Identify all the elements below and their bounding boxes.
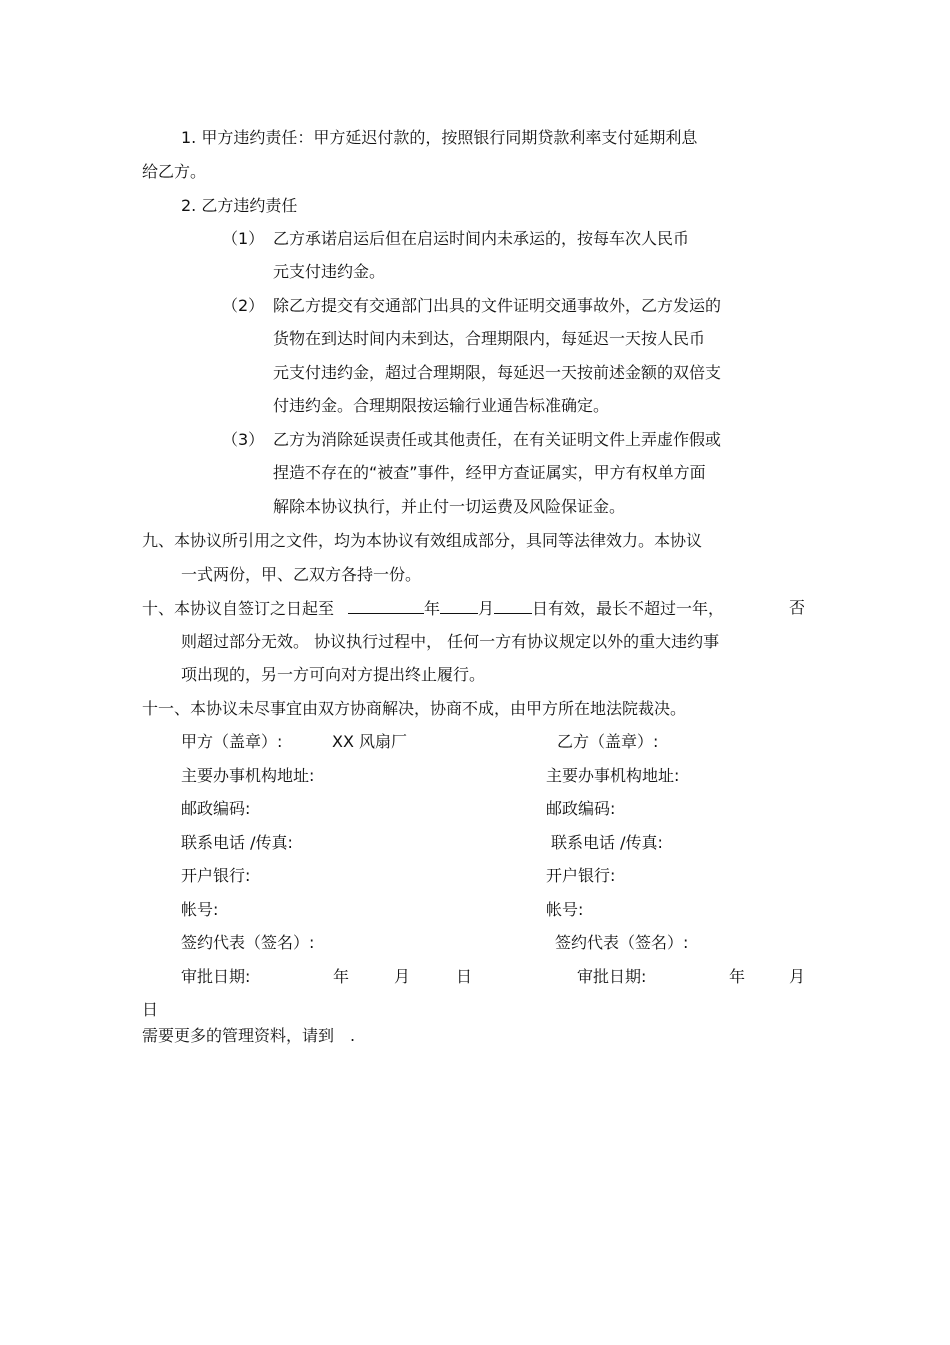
party-a-rep-label: 签约代表（签名）: [181, 933, 315, 952]
party-a-date-year: 年 [333, 967, 350, 986]
sub2-line4: 付违约金。合理期限按运输行业通告标准确定。 [273, 396, 610, 415]
end-date-day-blank [494, 598, 532, 614]
party-a-bank-label: 开户银行: [181, 866, 251, 885]
sub3-number: （3） [222, 430, 265, 449]
sub2-line2: 货物在到达时间内未到达，合理期限内，每延迟一天按人民币 [273, 329, 706, 348]
end-date-month-blank [440, 598, 478, 614]
clause10-line3: 项出现的，另一方可向对方提出终止履行。 [181, 665, 486, 684]
party-a-date-month: 月 [394, 967, 411, 986]
party-b-date-month: 月 [789, 967, 806, 986]
item1-line2: 给乙方。 [142, 162, 207, 181]
clause9-line1: 九、本协议所引用之文件，均为本协议有效组成部分，具同等法律效力。本协议 [142, 531, 703, 550]
end-date-year-blank [348, 598, 424, 614]
item1-line1: 1. 甲方违约责任：甲方延迟付款的，按照银行同期贷款利率支付延期利息 [181, 128, 698, 147]
party-b-address-label: 主要办事机构地址: [546, 766, 680, 785]
clause10-year: 年 [424, 599, 441, 618]
party-b-bank-label: 开户银行: [546, 866, 616, 885]
sub2-line3: 元支付违约金，超过合理期限，每延迟一天按前述金额的双倍支 [273, 363, 722, 382]
sub1-number: （1） [222, 229, 265, 248]
party-a-phone-label: 联系电话 /传真: [181, 833, 293, 852]
clause10-month: 月 [478, 599, 495, 618]
party-b-date-year: 年 [729, 967, 746, 986]
footer-text: 需要更多的管理资料，请到 [142, 1026, 335, 1045]
sub1-line1: 乙方承诺启运后但在启运时间内未承运的，按每车次人民币 [273, 229, 690, 248]
clause11-line1: 十一、本协议未尽事宜由双方协商解决，协商不成，由甲方所在地法院裁决。 [142, 699, 687, 718]
party-a-address-label: 主要办事机构地址: [181, 766, 315, 785]
party-a-date-day: 日 [456, 967, 473, 986]
sub2-line1: 除乙方提交有交通部门出具的文件证明交通事故外，乙方发运的 [273, 296, 722, 315]
clause10-tail: 否 [789, 598, 806, 617]
clause10-line1 [142, 598, 724, 619]
party-a-postcode-label: 邮政编码: [181, 799, 251, 818]
clause10-line2: 则超过部分无效。 协议执行过程中， 任何一方有协议规定以外的重大违约事 [181, 632, 720, 651]
party-b-postcode-label: 邮政编码: [546, 799, 616, 818]
party-a-account-label: 帐号: [181, 900, 219, 919]
clause10-day-suffix: 日有效，最长不超过一年， [532, 599, 725, 618]
party-b-label: 乙方（盖章）: [557, 732, 659, 751]
party-a-name: XX 风扇厂 [332, 732, 408, 751]
party-b-date-day: 日 [142, 1000, 159, 1019]
party-a-date-label: 审批日期: [181, 967, 251, 986]
sub3-line3: 解除本协议执行，并止付一切运费及风险保证金。 [273, 497, 626, 516]
party-b-phone-label: 联系电话 /传真: [551, 833, 663, 852]
sub2-number: （2） [222, 296, 265, 315]
party-b-date-label: 审批日期: [577, 967, 647, 986]
party-a-label: 甲方（盖章）: [181, 732, 283, 751]
footer-note [142, 1026, 355, 1046]
clause9-line2: 一式两份，甲、乙双方各持一份。 [181, 565, 422, 584]
party-b-rep-label: 签约代表（签名）: [555, 933, 689, 952]
party-b-account-label: 帐号: [546, 900, 584, 919]
sub1-line2: 元支付违约金。 [273, 262, 386, 281]
item2-heading: 2. 乙方违约责任 [181, 196, 298, 215]
sub3-line1: 乙方为消除延误责任或其他责任，在有关证明文件上弄虚作假或 [273, 430, 722, 449]
clause10-prefix: 十、本协议自签订之日起至 [142, 599, 335, 618]
footer-link-dot[interactable]: . [350, 1026, 356, 1045]
sub3-line2: 捏造不存在的“被查”事件，经甲方查证属实，甲方有权单方面 [273, 463, 706, 482]
